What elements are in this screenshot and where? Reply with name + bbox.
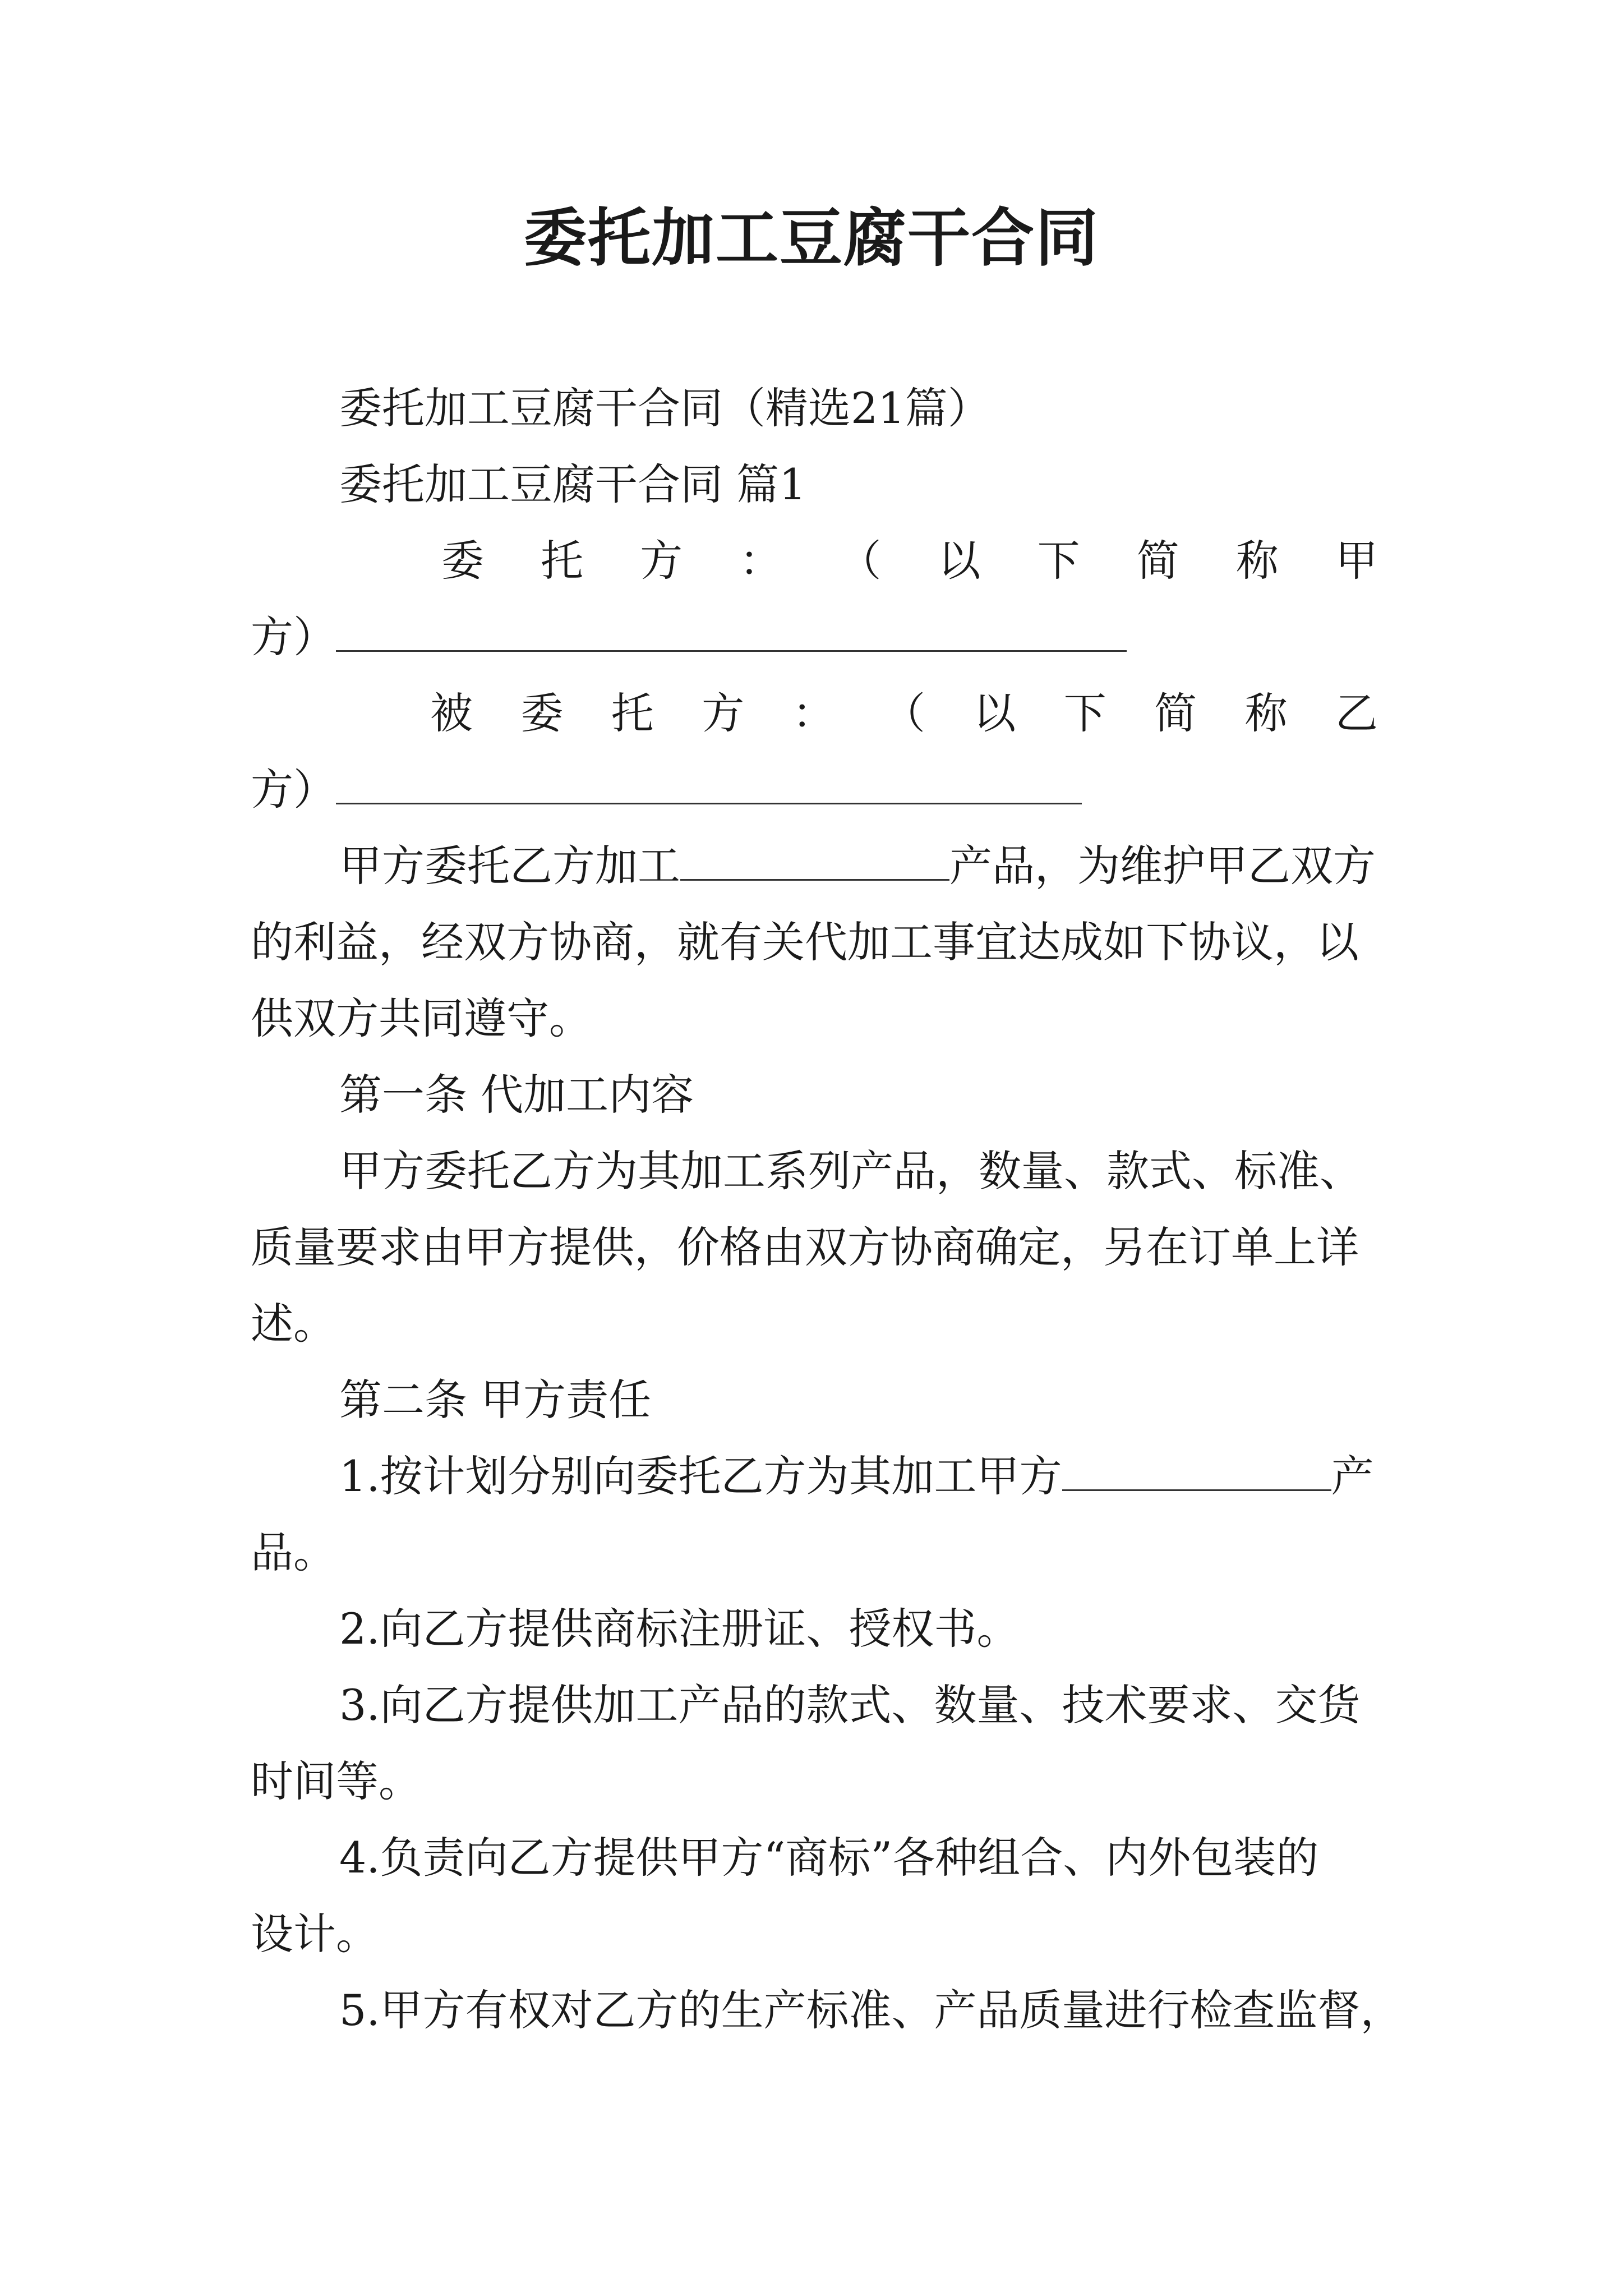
party-b-char: （ [882,688,925,738]
party-b-char: 被 [430,688,473,738]
party-a-char: 方 [640,536,683,586]
party-a-char: 称 [1235,536,1279,586]
intro-line-2: 的利益，经双方协商，就有关代加工事宜达成如下协议，以 [251,917,1359,967]
party-a-char: 以 [938,536,981,586]
intro-line-3: 供双方共同遵守。 [251,993,592,1043]
article-2-item-4-cont: 设计。 [251,1909,379,1959]
party-b-char: 托 [611,688,654,738]
party-a-char: 甲 [1335,536,1378,586]
party-a-line [251,523,1378,599]
party-b-field [251,752,1378,828]
party-b-blank [336,763,1082,804]
article-2-item-1-cont: 品。 [251,1527,336,1577]
party-b-char: ： [792,688,835,738]
party-b-char: 乙 [1335,688,1378,738]
party-b-suffix: 方） [251,765,336,815]
article-1-line-1: 甲方委托乙方为其加工系列产品，数量、款式、标准、 [339,1146,1362,1196]
party-a-blank [336,611,1127,652]
party-b-char: 以 [973,688,1016,738]
party-a-suffix: 方） [251,612,336,662]
party-b-char: 下 [1063,688,1106,738]
document-title: 委托加工豆腐干合同 [524,201,1099,275]
article-2-item-3-cont: 时间等。 [251,1756,421,1806]
article-2-item-1: 1.按计划分别向委托乙方为其加工甲方 产 [339,1451,1374,1501]
party-b-char: 委 [520,688,564,738]
article-2-heading: 第二条 甲方责任 [339,1375,652,1425]
article-2-item-4: 4.负责向乙方提供甲方“商标”各种组合、内外包装的 [339,1833,1319,1883]
party-a-char: （ [838,536,882,586]
party-b-char: 简 [1154,688,1197,738]
product-blank [680,840,949,881]
party-b-char: 方 [702,688,745,738]
party-a-char: ： [739,536,782,586]
article-2-item-5: 5.甲方有权对乙方的生产标准、产品质量进行检查监督， [339,1985,1403,2035]
party-a-field [251,599,1378,675]
party-a-char: 托 [541,536,584,586]
party-a-char: 简 [1136,536,1179,586]
party-b-line [251,675,1378,752]
article-1-heading: 第一条 代加工内容 [339,1070,694,1120]
subtitle: 委托加工豆腐干合同（精选21篇） [339,383,990,433]
section-heading: 委托加工豆腐干合同 篇1 [339,459,806,509]
article-2-item-3: 3.向乙方提供加工产品的款式、数量、技术要求、交货 [339,1680,1361,1730]
article-1-line-3: 述。 [251,1299,336,1349]
item-1-blank [1062,1450,1331,1491]
document-body [251,370,1403,2049]
article-1-line-2: 质量要求由甲方提供，价格由双方协商确定，另在订单上详 [251,1222,1359,1272]
party-a-char: 委 [441,536,484,586]
article-2-item-2: 2.向乙方提供商标注册证、授权书。 [339,1604,1020,1654]
party-a-char: 下 [1037,536,1080,586]
intro-line-1: 甲方委托乙方加工 产品，为维护甲乙双方 [339,841,1376,891]
party-b-char: 称 [1244,688,1288,738]
